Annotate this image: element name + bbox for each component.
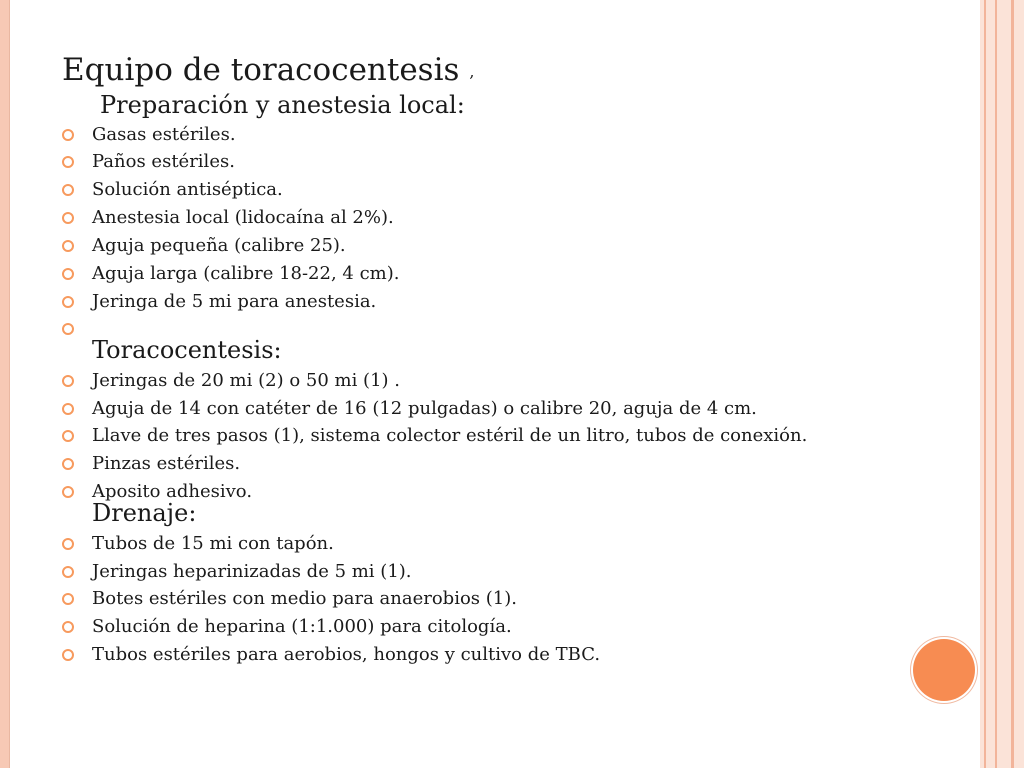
frame-stripe xyxy=(995,0,997,768)
list-item-text: Aposito adhesivo. xyxy=(92,481,253,502)
list-item-text: Solución antiséptica. xyxy=(92,179,283,200)
list-item-text: Gasas estériles. xyxy=(92,124,236,145)
list-item-text: Llave de tres pasos (1), sistema colector estéril de un litro, tubos de conexión. xyxy=(92,425,808,446)
bullet-circle-icon xyxy=(62,403,74,415)
list-item-text: Jeringa de 5 mi para anestesia. xyxy=(92,291,377,312)
slide-title-text: Equipo de toracocentesis xyxy=(62,52,460,88)
bullet-circle-icon xyxy=(62,538,74,550)
bullet-circle-icon xyxy=(62,486,74,498)
section-heading-drenaje: Drenaje: xyxy=(92,499,197,527)
bullet-circle-icon xyxy=(62,621,74,633)
bullet-circle-icon xyxy=(62,649,74,661)
slide-title-mark: , xyxy=(469,61,475,81)
bullet-circle-icon xyxy=(62,156,74,168)
bullet-circle-icon xyxy=(62,323,74,335)
frame-stripe xyxy=(1011,0,1014,768)
list-item-text: Aguja de 14 con catéter de 16 (12 pulgadas) o calibre 20, aguja de 4 cm. xyxy=(92,398,757,419)
list-item-text: Aguja larga (calibre 18-22, 4 cm). xyxy=(92,263,400,284)
slide-frame-left xyxy=(0,0,9,768)
bullet-circle-icon xyxy=(62,593,74,605)
list-item-text: Botes estériles con medio para anaerobios (1). xyxy=(92,588,517,609)
bullet-circle-icon xyxy=(62,430,74,442)
bullet-circle-icon xyxy=(62,240,74,252)
list-item-text: Tubos de 15 mi con tapón. xyxy=(92,533,334,554)
bullet-circle-icon xyxy=(62,129,74,141)
slide-frame-right xyxy=(980,0,1024,768)
slide-frame-rule xyxy=(9,0,10,768)
list-item-text: Solución de heparina (1:1.000) para citología. xyxy=(92,616,512,637)
slide-subtitle: Preparación y anestesia local: xyxy=(100,91,465,119)
list-item-text: Jeringas heparinizadas de 5 mi (1). xyxy=(92,561,412,582)
section-heading-toracocentesis: Toracocentesis: xyxy=(92,336,282,364)
list-item-text: Jeringas de 20 mi (2) o 50 mi (1) . xyxy=(92,370,400,391)
bullet-circle-icon xyxy=(62,566,74,578)
bullet-circle-icon xyxy=(62,212,74,224)
bullet-circle-icon xyxy=(62,375,74,387)
list-item-text: Aguja pequeña (calibre 25). xyxy=(92,235,346,256)
list-item-text: Paños estériles. xyxy=(92,151,235,172)
slide-title xyxy=(62,51,475,91)
list-item-text: Tubos estériles para aerobios, hongos y cultivo de TBC. xyxy=(92,644,601,665)
decorative-circle-icon xyxy=(913,639,975,701)
list-item-text: Pinzas estériles. xyxy=(92,453,241,474)
frame-stripe xyxy=(984,0,986,768)
bullet-circle-icon xyxy=(62,268,74,280)
bullet-circle-icon xyxy=(62,296,74,308)
bullet-circle-icon xyxy=(62,458,74,470)
bullet-circle-icon xyxy=(62,184,74,196)
list-item-text: Anestesia local (lidocaína al 2%). xyxy=(92,207,394,228)
